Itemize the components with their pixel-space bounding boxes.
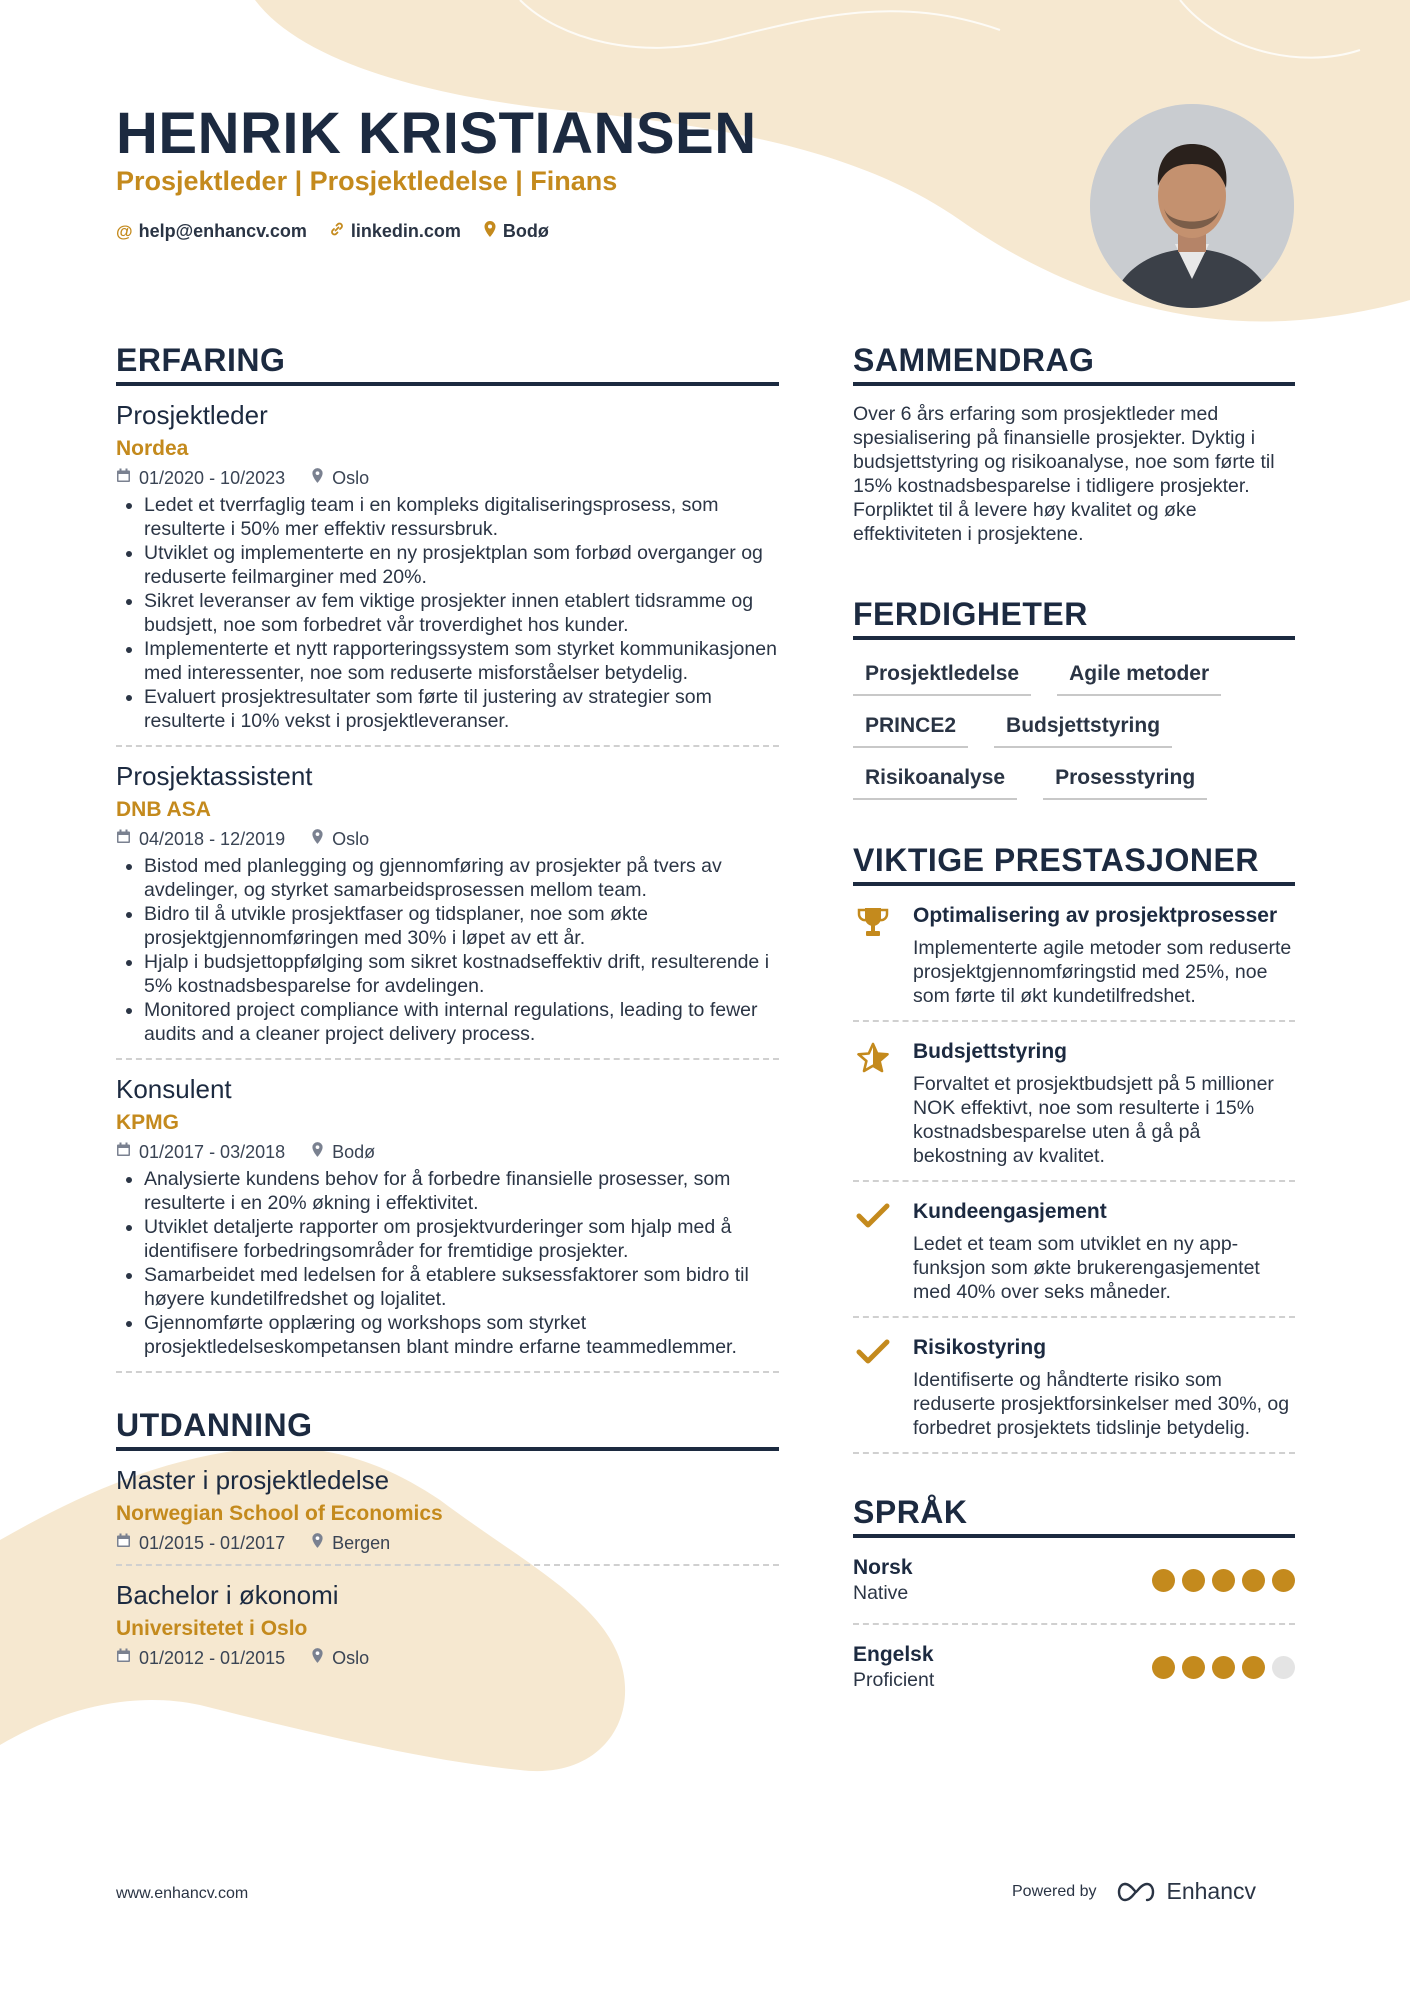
rating-dot-filled [1212,1569,1235,1592]
footer-website[interactable]: www.enhancv.com [116,1885,249,1902]
rating-dot-filled [1152,1656,1175,1679]
check-icon [853,1336,893,1440]
list-item: • Ledet et tverrfaglig team i en kompleks digitaliseringsprosess, som resulterte i 50% mer effektiv ressursbruk. [144,493,779,541]
list-item: • Hjalp i budsjettoppfølging som sikret kostnadseffektiv drift, resulterende i 5% kostnadsbesparelse for avdelingen. [144,950,779,998]
rating-dot-filled [1212,1656,1235,1679]
job-dates: 01/2020 - 10/2023 [139,467,286,488]
job-company: KPMG [116,1111,179,1134]
star-icon [853,1040,893,1168]
experience-item [116,747,779,1060]
school-name: Universitetet i Oslo [116,1617,308,1640]
job-title: Prosjektleder [116,400,268,430]
check-icon [853,1200,893,1304]
list-item: • Utviklet detaljerte rapporter om prosjektvurderinger som hjalp med å identifisere forbedringsområder for fremtidige prosjekter. [144,1215,779,1263]
education-dates: 01/2015 - 01/2017 [139,1532,286,1553]
degree-title: Master i prosjektledelse [116,1465,390,1495]
location-pin-icon [311,1647,324,1669]
achievement-item [853,1182,1295,1318]
calendar-icon [116,829,131,849]
location-pin-icon [311,828,324,850]
job-bullets [116,1167,779,1359]
list-item: • Monitored project compliance with internal regulations, leading to fewer audits and a cleaner project delivery process. [144,998,779,1046]
avatar [1090,104,1294,308]
education-meta [116,1532,779,1554]
achievement-item [853,1318,1295,1454]
contact-list [116,220,549,243]
job-location: Bodø [332,1141,376,1162]
job-dates: 01/2017 - 03/2018 [139,1141,286,1162]
rating-dot-filled [1182,1569,1205,1592]
list-item: • Gjennomførte opplæring og workshops som styrket prosjektledelseskompetansen blant mindre erfarne teammedlemmer. [144,1311,779,1359]
location-pin-icon [483,220,497,243]
summary-heading: SAMMENDRAG [853,342,1295,386]
location-pin-icon [311,467,324,489]
list-item: • Evaluert prosjektresultater som førte til justering av strategier som resulterte i 10% vekst i prosjektleveranser. [144,685,779,733]
right-column [853,342,1295,1692]
job-company: Nordea [116,437,189,460]
job-title: Konsulent [116,1074,232,1104]
education-heading: UTDANNING [116,1407,779,1451]
candidate-title: Prosjektleder | Prosjektledelse | Finans [116,166,618,196]
infinity-icon [1113,1880,1159,1904]
trophy-icon [853,904,893,1008]
powered-by-text: Powered by [1012,1882,1097,1900]
language-level: Proficient [853,1669,935,1691]
enhancv-logo[interactable] [1113,1878,1257,1905]
job-location: Oslo [332,467,370,488]
language-rating [1152,1569,1295,1592]
languages-heading: SPRÅK [853,1494,1295,1538]
calendar-icon [116,468,131,488]
at-icon: @ [116,221,133,241]
calendar-icon [116,1142,131,1162]
brand-name: Enhancv [1166,1878,1257,1904]
skills-heading: FERDIGHETER [853,596,1295,640]
list-item: • Utviklet og implementerte en ny prosjektplan som forbød overganger og reduserte feilmarginer med 20%. [144,541,779,589]
linkedin-text: linkedin.com [350,221,461,241]
job-meta [116,828,779,850]
left-column [116,342,779,1679]
skill-tag: Prosjektledelse [853,662,1031,696]
rating-dot-filled [1152,1569,1175,1592]
degree-title: Bachelor i økonomi [116,1580,339,1610]
calendar-icon [116,1533,131,1553]
summary-text: Over 6 års erfaring som prosjektleder med spesialisering på finansielle prosjekter. Dyktig i budsjettstyring og risikoanalyse, noe som førte til 15% kostnadsbesparelse i tidligere prosjekter. Forpliktet til å levere høy kvalitet og øke effektiviteten i prosjektene. [853,403,1275,545]
skill-tag: Risikoanalyse [853,766,1017,800]
achievement-item [853,886,1295,1022]
contact-email[interactable] [116,220,307,243]
job-company: DNB ASA [116,798,211,821]
rating-dot-filled [1272,1569,1295,1592]
job-location: Oslo [332,828,370,849]
list-item: • Analysierte kundens behov for å forbedre finansielle prosesser, som resulterte i en 20% økning i effektivitet. [144,1167,779,1215]
education-meta [116,1647,779,1669]
education-item [116,1451,779,1566]
achievement-title: Risikostyring [913,1336,1047,1359]
location-text: Bodø [502,221,549,241]
job-bullets [116,854,779,1046]
rating-dot-filled [1242,1569,1265,1592]
language-level: Native [853,1582,909,1604]
education-item [116,1566,779,1679]
skill-tag: PRINCE2 [853,714,968,748]
footer-brand [1012,1878,1256,1905]
education-location: Bergen [332,1532,391,1553]
skill-tag: Agile metoder [1057,662,1221,696]
language-item [853,1556,1295,1605]
achievement-desc: Ledet et team som utviklet en ny app-funksjon som økte brukerengasjementet med 40% over seks måneder. [913,1233,1260,1303]
achievement-title: Kundeengasjement [913,1200,1107,1223]
list-item: • Bistod med planlegging og gjennomføring av prosjekter på tvers av avdelinger, og styrket samarbeidsprosessen mellom team. [144,854,779,902]
achievement-desc: Forvaltet et prosjektbudsjett på 5 millioner NOK effektivt, noe som resulterte i 15% kostnadsbesparelse uten å gå på bekostning av kvalitet. [913,1073,1274,1167]
link-icon [329,221,345,242]
contact-linkedin[interactable] [329,220,461,243]
list-item: • Sikret leveranser av fem viktige prosjekter innen etablert tidsramme og budsjett, noe som forbedret vår troverdighet hos kunder. [144,589,779,637]
education-dates: 01/2012 - 01/2015 [139,1647,286,1668]
achievement-title: Budsjettstyring [913,1040,1068,1063]
skills-list [853,662,1295,800]
rating-dot-empty [1272,1656,1295,1679]
contact-location [483,220,549,243]
experience-item [116,386,779,747]
skill-tag: Budsjettstyring [994,714,1172,748]
divider [853,1623,1295,1625]
email-text: help@enhancv.com [138,221,307,241]
location-pin-icon [311,1141,324,1163]
experience-heading: ERFARING [116,342,779,386]
location-pin-icon [311,1532,324,1554]
job-dates: 04/2018 - 12/2019 [139,828,286,849]
language-name: Norsk [853,1556,913,1579]
achievement-item [853,1022,1295,1182]
candidate-name: HENRIK KRISTIANSEN [116,101,757,166]
education-location: Oslo [332,1647,370,1668]
job-title: Prosjektassistent [116,761,313,791]
list-item: • Samarbeidet med ledelsen for å etablere suksessfaktorer som bidro til høyere kundetilfredshet og lojalitet. [144,1263,779,1311]
achievement-desc: Identifiserte og håndterte risiko som reduserte prosjektforsinkelser med 30%, og forbedret prosjektets tidslinje betydelig. [913,1369,1290,1439]
job-meta [116,1141,779,1163]
job-bullets [116,493,779,733]
rating-dot-filled [1242,1656,1265,1679]
rating-dot-filled [1182,1656,1205,1679]
job-meta [116,467,779,489]
list-item: • Implementerte et nytt rapporteringssystem som styrket kommunikasjonen med interessenter, noe som reduserte misforståelser betydelig. [144,637,779,685]
calendar-icon [116,1648,131,1668]
skill-tag: Prosesstyring [1043,766,1207,800]
achievement-title: Optimalisering av prosjektprosesser [913,904,1278,927]
language-item [853,1643,1295,1692]
list-item: • Bidro til å utvikle prosjektfaser og tidsplaner, noe som økte prosjektgjennomføringen med 30% i løpet av ett år. [144,902,779,950]
school-name: Norwegian School of Economics [116,1502,443,1525]
language-name: Engelsk [853,1643,934,1666]
language-rating [1152,1656,1295,1679]
experience-item [116,1060,779,1373]
achievement-desc: Implementerte agile metoder som reduserte prosjektgjennomføringstid med 25%, noe som førte til økt kundetilfredshet. [913,937,1292,1007]
achievements-heading: VIKTIGE PRESTASJONER [853,842,1295,886]
